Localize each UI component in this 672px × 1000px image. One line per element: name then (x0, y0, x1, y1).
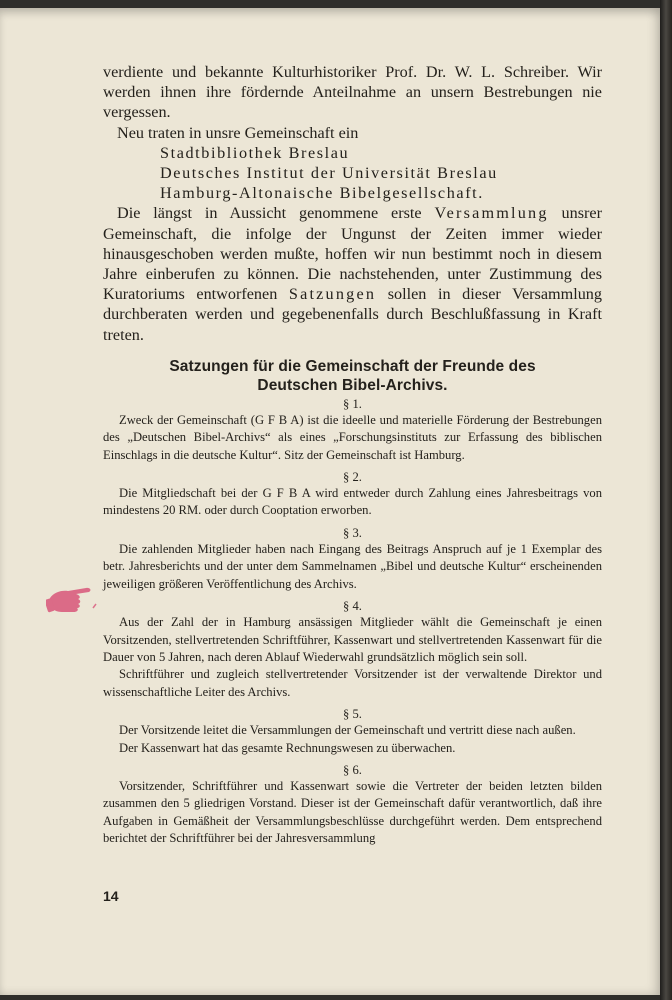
page-content (103, 62, 602, 848)
section-number: § 6. (343, 762, 362, 777)
statute-sections (103, 396, 602, 848)
section-number: § 4. (343, 599, 362, 614)
institution-2: Deutsches Institut der Universität Breslau (160, 164, 498, 183)
intro-paragraph-3 (103, 203, 602, 344)
heading-line-1: Satzungen für die Gemeinschaft der Freunde des (169, 357, 536, 375)
section-number: § 2. (343, 470, 362, 485)
intro-p3-part-a: Die längst in Aussicht genommene erste (117, 204, 435, 223)
section-paragraph: Zweck der Gemeinschaft (G F B A) ist die ideelle und materielle Förderung der Bestrebungen des „Deutschen Bibel-Archivs“ als eines „Forschungsinstituts zur Erfassung des biblischen Einschlags in die deutsche Kultur“. Sitz der Gemeinschaft ist Hamburg. (103, 412, 602, 462)
section-number: § 5. (343, 707, 362, 722)
page-edge (660, 0, 672, 1000)
section-number: § 1. (343, 396, 362, 411)
statutes-heading (103, 357, 602, 396)
institution-1: Stadtbibliothek Breslau (160, 143, 350, 162)
intro-paragraph-1: verdiente und bekannte Kulturhistoriker Prof. Dr. W. L. Schreiber. Wir werden ihnen ihre fördernde Anteilnahme an unsern Bestrebungen nie vergessen. (103, 63, 602, 122)
section-paragraph: Der Kassenwart hat das gesamte Rechnungswesen zu überwachen. (119, 740, 456, 755)
intro-text (103, 62, 602, 345)
page-number: 14 (103, 888, 119, 904)
section-paragraph: Aus der Zahl der in Hamburg ansässigen Mitglieder wählt die Gemeinschaft je einen Vorsitzenden, stellvertretenden Schriftführer, Kassenwart und stellvertretenden Kassenwart für die Dauer von 5 Jahren, nach deren Ablauf Wiederwahl grundsätzlich möglich sein soll. (103, 615, 602, 664)
pointing-hand-icon (46, 576, 98, 624)
section-paragraph: Schriftführer und zugleich stellvertretender Vorsitzender ist der verwaltende Direktor und wissenschaftliche Leiter des Archivs. (103, 667, 602, 699)
intro-p3-versammlung: Versammlung (434, 204, 549, 223)
section-paragraph: Die zahlenden Mitglieder haben nach Eingang des Beitrags Anspruch auf je 1 Exemplar des betr. Jahresberichts und der unter dem Sammelnamen „Bibel und deutsche Kultur“ erscheinenden jeweiligen größeren Veröffentlichung des Archivs. (103, 541, 602, 591)
heading-line-2: Deutschen Bibel-Archivs. (257, 377, 448, 395)
section-paragraph: Vorsitzender, Schriftführer und Kassenwart sowie die Vertreter der beiden letzten bilden zusammen den 5 gliedrigen Vorstand. Dieser ist der Gemeinschaft dafür verantwortlich, daß ihre Aufgaben in Gemäßheit der Versammlungsbeschlüsse durchgeführt werden. Dem entsprechend berichtet der Schriftführer bei der Jahresversammlung (103, 778, 602, 846)
institution-3: Hamburg-Altonaische Bibelgesellschaft. (160, 184, 484, 203)
intro-p3-satzungen: Satzungen (288, 285, 377, 304)
section-paragraph: Der Vorsitzende leitet die Versammlungen der Gemeinschaft und vertritt diese nach außen. (119, 723, 576, 738)
section-paragraph: Die Mitgliedschaft bei der G F B A wird entweder durch Zahlung eines Jahresbeitrags von mindestens 20 RM. oder durch Cooptation erworben. (103, 486, 602, 518)
section-number: § 3. (343, 525, 362, 540)
intro-paragraph-2: Neu traten in unsre Gemeinschaft ein (117, 123, 359, 142)
intro-p3-part-b: unsrer Gemeinschaft, die infolge der Ungunst der Zeiten immer wieder hinausgeschoben werden mußte, hoffen wir nun bestimmt noch in diesem Jahre einberufen zu können. Die nachstehenden, unter Zustimmung des Kuratoriums entworfenen (103, 204, 603, 304)
intro-p3-part-c: sollen in dieser Versammlung durchberaten werden und gegebenenfalls durch Beschlußfassung in Kraft treten. (103, 285, 602, 344)
